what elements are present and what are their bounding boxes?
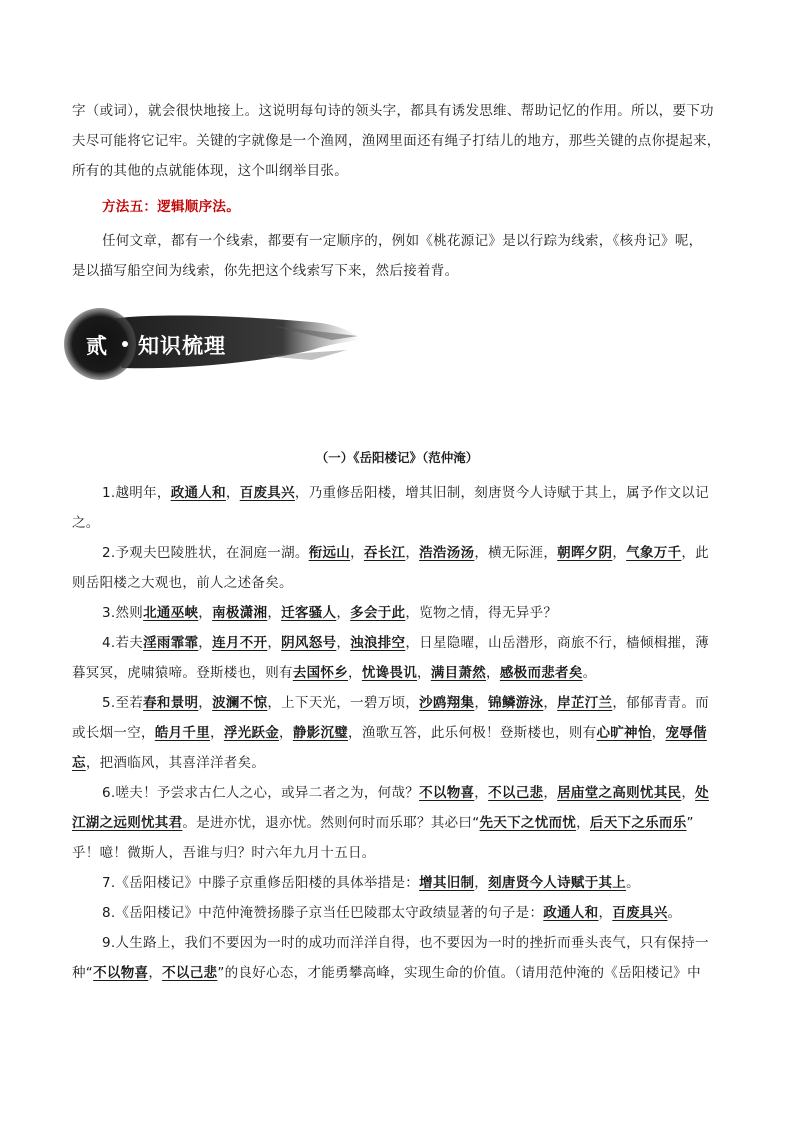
method-five-heading: 方法五：逻辑顺序法。 [102, 199, 240, 215]
text-line: 是以描写船空间为线索，你先把这个线索写下来，然后接着背。 [72, 263, 459, 279]
list-item-continuation: 则岳阳楼之大观也，前人之述备矣。 [72, 575, 293, 591]
list-item: 1.越明年，政通人和，百废具兴，乃重修岳阳楼，增其旧制，刻唐贤今人诗赋于其上，属予作文以记 [102, 485, 709, 501]
text-line: 所有的其他的点就能体现，这个叫纲举目张。 [72, 163, 348, 179]
text-line: 夫尽可能将它记牢。关键的字就像是一个渔网，渔网里面还有绳子打结儿的地方，那些关键的点你提起来， [72, 133, 721, 149]
list-item-continuation: 之。 [72, 515, 100, 531]
paragraph-keyword-method [72, 96, 724, 186]
knowledge-list [72, 478, 724, 988]
banner-dot [122, 341, 128, 347]
list-item: 3.然则北通巫峡，南极潇湘，迁客骚人，多会于此，览物之情，得无异乎？ [102, 605, 558, 621]
list-item: 4.若夫淫雨霏霏，连月不开，阴风怒号，浊浪排空，日星隐曜，山岳潜形，商旅不行，樯倾楫摧，薄 [102, 635, 709, 651]
list-item-continuation: 乎！噫！微斯人，吾谁与归？时六年九月十五日。 [72, 845, 376, 861]
list-item: 8.《岳阳楼记》中范仲淹赞扬滕子京当任巴陵郡太守政绩显著的句子是：政通人和，百废具兴。 [102, 905, 682, 921]
banner-title: 知识梳理 [138, 334, 226, 358]
list-item-continuation: 种“不以物喜，不以己悲”的良好心态，才能勇攀高峰，实现生命的价值。（请用范仲淹的《岳阳楼记》中 [72, 965, 701, 981]
text-line: 任何文章，都有一个线索，都要有一定顺序的，例如《桃花源记》是以行踪为线索，《核舟记》呢， [102, 233, 703, 249]
list-item: 2.予观夫巴陵胜状，在洞庭一湖。衔远山，吞长江，浩浩汤汤，横无际涯，朝晖夕阴，气象万千，此 [102, 545, 709, 561]
list-item-continuation: 忘，把酒临风，其喜洋洋者矣。 [72, 755, 266, 771]
paragraph-logic-order [72, 226, 724, 286]
list-item-continuation: 江湖之远则忧其君。是进亦忧，退亦忧。然则何时而乐耶？其必曰“先天下之忧而忧，后天下之乐而乐” [72, 815, 694, 831]
list-item: 7.《岳阳楼记》中滕子京重修岳阳楼的具体举措是：增其旧制，刻唐贤今人诗赋于其上。 [102, 875, 640, 891]
list-item: 6.嗟夫！予尝求古仁人之心，或异二者之为，何哉？不以物喜，不以己悲，居庙堂之高则忧其民，处 [102, 785, 709, 801]
list-item: 9.人生路上，我们不要因为一时的成功而洋洋自得，也不要因为一时的挫折而垂头丧气，只有保持一 [102, 935, 709, 951]
banner-number: 贰 [86, 334, 108, 358]
text-line: 字（或词），就会很快地接上。这说明每句诗的领头字，都具有诱发思维、帮助记忆的作用。所以，要下功 [72, 103, 714, 119]
list-item: 5.至若春和景明，波澜不惊，上下天光，一碧万顷，沙鸥翔集，锦鳞游泳，岸芷汀兰，郁郁青青。而 [102, 695, 709, 711]
list-item-continuation: 暮冥冥，虎啸猿啼。登斯楼也，则有去国怀乡，忧谗畏讥，满目萧然，感极而悲者矣。 [72, 665, 597, 681]
list-item-continuation: 或长烟一空，皓月千里，浮光跃金，静影沉璧，渔歌互答，此乐何极！登斯楼也，则有心旷神怡，宠辱偕 [72, 725, 707, 741]
section-title: （一）《岳阳楼记》（范仲淹） [315, 450, 479, 465]
